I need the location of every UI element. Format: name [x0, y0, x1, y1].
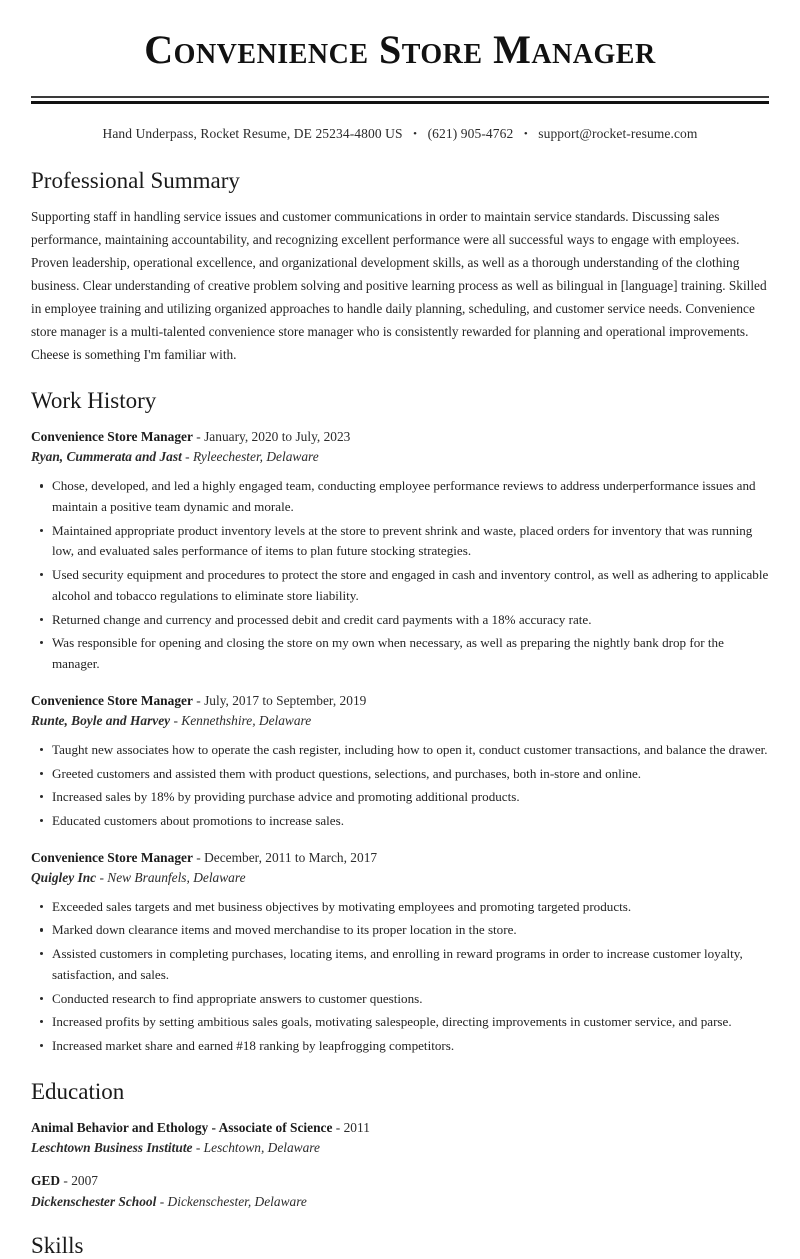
education-school-dash: -: [159, 1193, 165, 1209]
job-company-line: [31, 868, 769, 888]
job-company: Quigley Inc: [31, 869, 97, 885]
education-entry: [31, 1171, 769, 1211]
work-history-entry: [31, 427, 769, 674]
job-bullet: Maintained appropriate product inventory levels at the store to prevent shrink and waste, placed orders for inventory that was running low, and evaluated sales performance of items to plan future stocking strategies.: [31, 521, 769, 562]
job-bullet: Chose, developed, and led a highly engaged team, conducting employee performance reviews to address underperformance issues and maintain a positive team dynamic and morale.: [31, 476, 769, 517]
job-company-dash: -: [173, 712, 178, 728]
job-bullet: Conducted research to find appropriate answers to customer questions.: [31, 989, 769, 1010]
job-company-line: [31, 447, 769, 467]
education-degree: Animal Behavior and Ethology - Associate of Science: [31, 1120, 333, 1136]
summary-text: Supporting staff in handling service issues and customer communications in order to maintain service standards. Discussing sales performance, maintaining accountability, and recognizing excellent performance were all successful ways to engage with employees. Proven leadership, operational excellence, and organizational development skills, as well as a thorough understanding of the clothing business. Clear understanding of creative problem solving and positive learning process as well as bilingual in [language] training. Skilled in employee training and utilizing organized approaches to handle daily planning, scheduling, and customer service needs. Convenience store manager is a multi-talented convenience store manager who is consistently rewarded for planning and operational improvements. Cheese is something I'm familiar with.: [31, 208, 767, 362]
job-title: Convenience Store Manager: [31, 692, 193, 708]
job-bullet: Was responsible for opening and closing the store on my own when necessary, as well as preparing the nightly bank drop for the manager.: [31, 633, 769, 674]
job-bullet: Marked down clearance items and moved merchandise to its proper location in the store.: [31, 920, 769, 941]
education-entry: [31, 1118, 769, 1158]
education-list: [31, 1118, 769, 1211]
education-school: Leschtown Business Institute: [31, 1140, 193, 1156]
job-company-line: [31, 711, 769, 731]
education-degree: GED: [31, 1173, 61, 1189]
job-title: Convenience Store Manager: [31, 429, 193, 445]
contact-email: support@rocket-resume.com: [538, 126, 698, 141]
job-dates: December, 2011 to March, 2017: [204, 849, 378, 865]
header-divider: [31, 96, 769, 104]
education-location: Dickenschester, Delaware: [167, 1193, 307, 1209]
education-location: Leschtown, Delaware: [203, 1140, 320, 1156]
job-bullet: Exceeded sales targets and met business objectives by motivating employees and promoting targeted products.: [31, 897, 769, 918]
education-degree-dash: -: [63, 1173, 68, 1189]
education-year: 2007: [71, 1173, 98, 1189]
job-bullet: Educated customers about promotions to increase sales.: [31, 811, 769, 832]
job-bullet: Taught new associates how to operate the cash register, including how to open it, conduct customer transactions, and balance the drawer.: [31, 740, 769, 761]
work-history-entry: [31, 848, 769, 1057]
education-school-dash: -: [195, 1140, 201, 1156]
job-company-dash: -: [99, 869, 104, 885]
job-location: Kennethshire, Delaware: [181, 712, 312, 728]
job-company: Runte, Boyle and Harvey: [31, 712, 171, 728]
job-bullet: Returned change and currency and processed debit and credit card payments with a 18% accuracy rate.: [31, 610, 769, 631]
work-history-list: [31, 427, 769, 1056]
education-degree-dash: -: [335, 1120, 341, 1136]
contact-separator-2: •: [523, 128, 528, 140]
education-year: 2011: [343, 1120, 370, 1136]
job-bullet: Assisted customers in completing purchases, locating items, and enrolling in reward programs in order to increase customer loyalty, satisfaction, and sales.: [31, 944, 769, 985]
job-bullet: Greeted customers and assisted them with product questions, selections, and purchases, both in-store and online.: [31, 764, 769, 785]
job-dates: July, 2017 to September, 2019: [204, 692, 367, 708]
section-heading-education: Education: [31, 1078, 125, 1104]
job-bullet-list: [31, 476, 769, 674]
job-bullet: Increased market share and earned #18 ranking by leapfrogging competitors.: [31, 1036, 769, 1057]
job-company-dash: -: [185, 449, 190, 465]
job-location: New Braunfels, Delaware: [107, 869, 246, 885]
job-bullet: Used security equipment and procedures to protect the store and engaged in cash and inventory control, as well as adhering to applicable alcohol and tobacco regulations to eliminate store liability.: [31, 565, 769, 606]
education-school-line: [31, 1192, 769, 1212]
job-dates: January, 2020 to July, 2023: [204, 429, 351, 445]
job-title-line: [31, 691, 769, 711]
job-company: Ryan, Cummerata and Jast: [31, 449, 182, 465]
section-heading-skills: Skills: [31, 1232, 84, 1258]
job-title: Convenience Store Manager: [31, 849, 193, 865]
contact-address: Hand Underpass, Rocket Resume, DE 25234-4800 US: [102, 126, 403, 141]
contact-separator-1: •: [413, 128, 418, 140]
work-history-entry: [31, 691, 769, 832]
job-title-line: [31, 427, 769, 447]
contact-info: [31, 126, 769, 142]
education-degree-line: [31, 1118, 769, 1138]
education-school-line: [31, 1138, 769, 1158]
page-title: Convenience Store Manager: [144, 27, 656, 72]
section-heading-summary: Professional Summary: [31, 168, 240, 193]
job-bullet-list: [31, 897, 769, 1057]
job-bullet-list: [31, 740, 769, 832]
job-title-dash: -: [196, 429, 201, 445]
education-degree-line: [31, 1171, 769, 1191]
education-school: Dickenschester School: [31, 1193, 157, 1209]
divider-line-bottom: [31, 101, 769, 104]
job-bullet: Increased profits by setting ambitious sales goals, motivating salespeople, directing improvements in customer service, and parse.: [31, 1012, 769, 1033]
job-location: Ryleechester, Delaware: [193, 449, 319, 465]
section-heading-work-history: Work History: [31, 387, 157, 413]
job-title-dash: -: [196, 692, 201, 708]
job-title-dash: -: [196, 849, 201, 865]
job-title-line: [31, 848, 769, 868]
job-bullet: Increased sales by 18% by providing purchase advice and promoting additional products.: [31, 787, 769, 808]
contact-phone: (621) 905-4762: [427, 126, 514, 141]
